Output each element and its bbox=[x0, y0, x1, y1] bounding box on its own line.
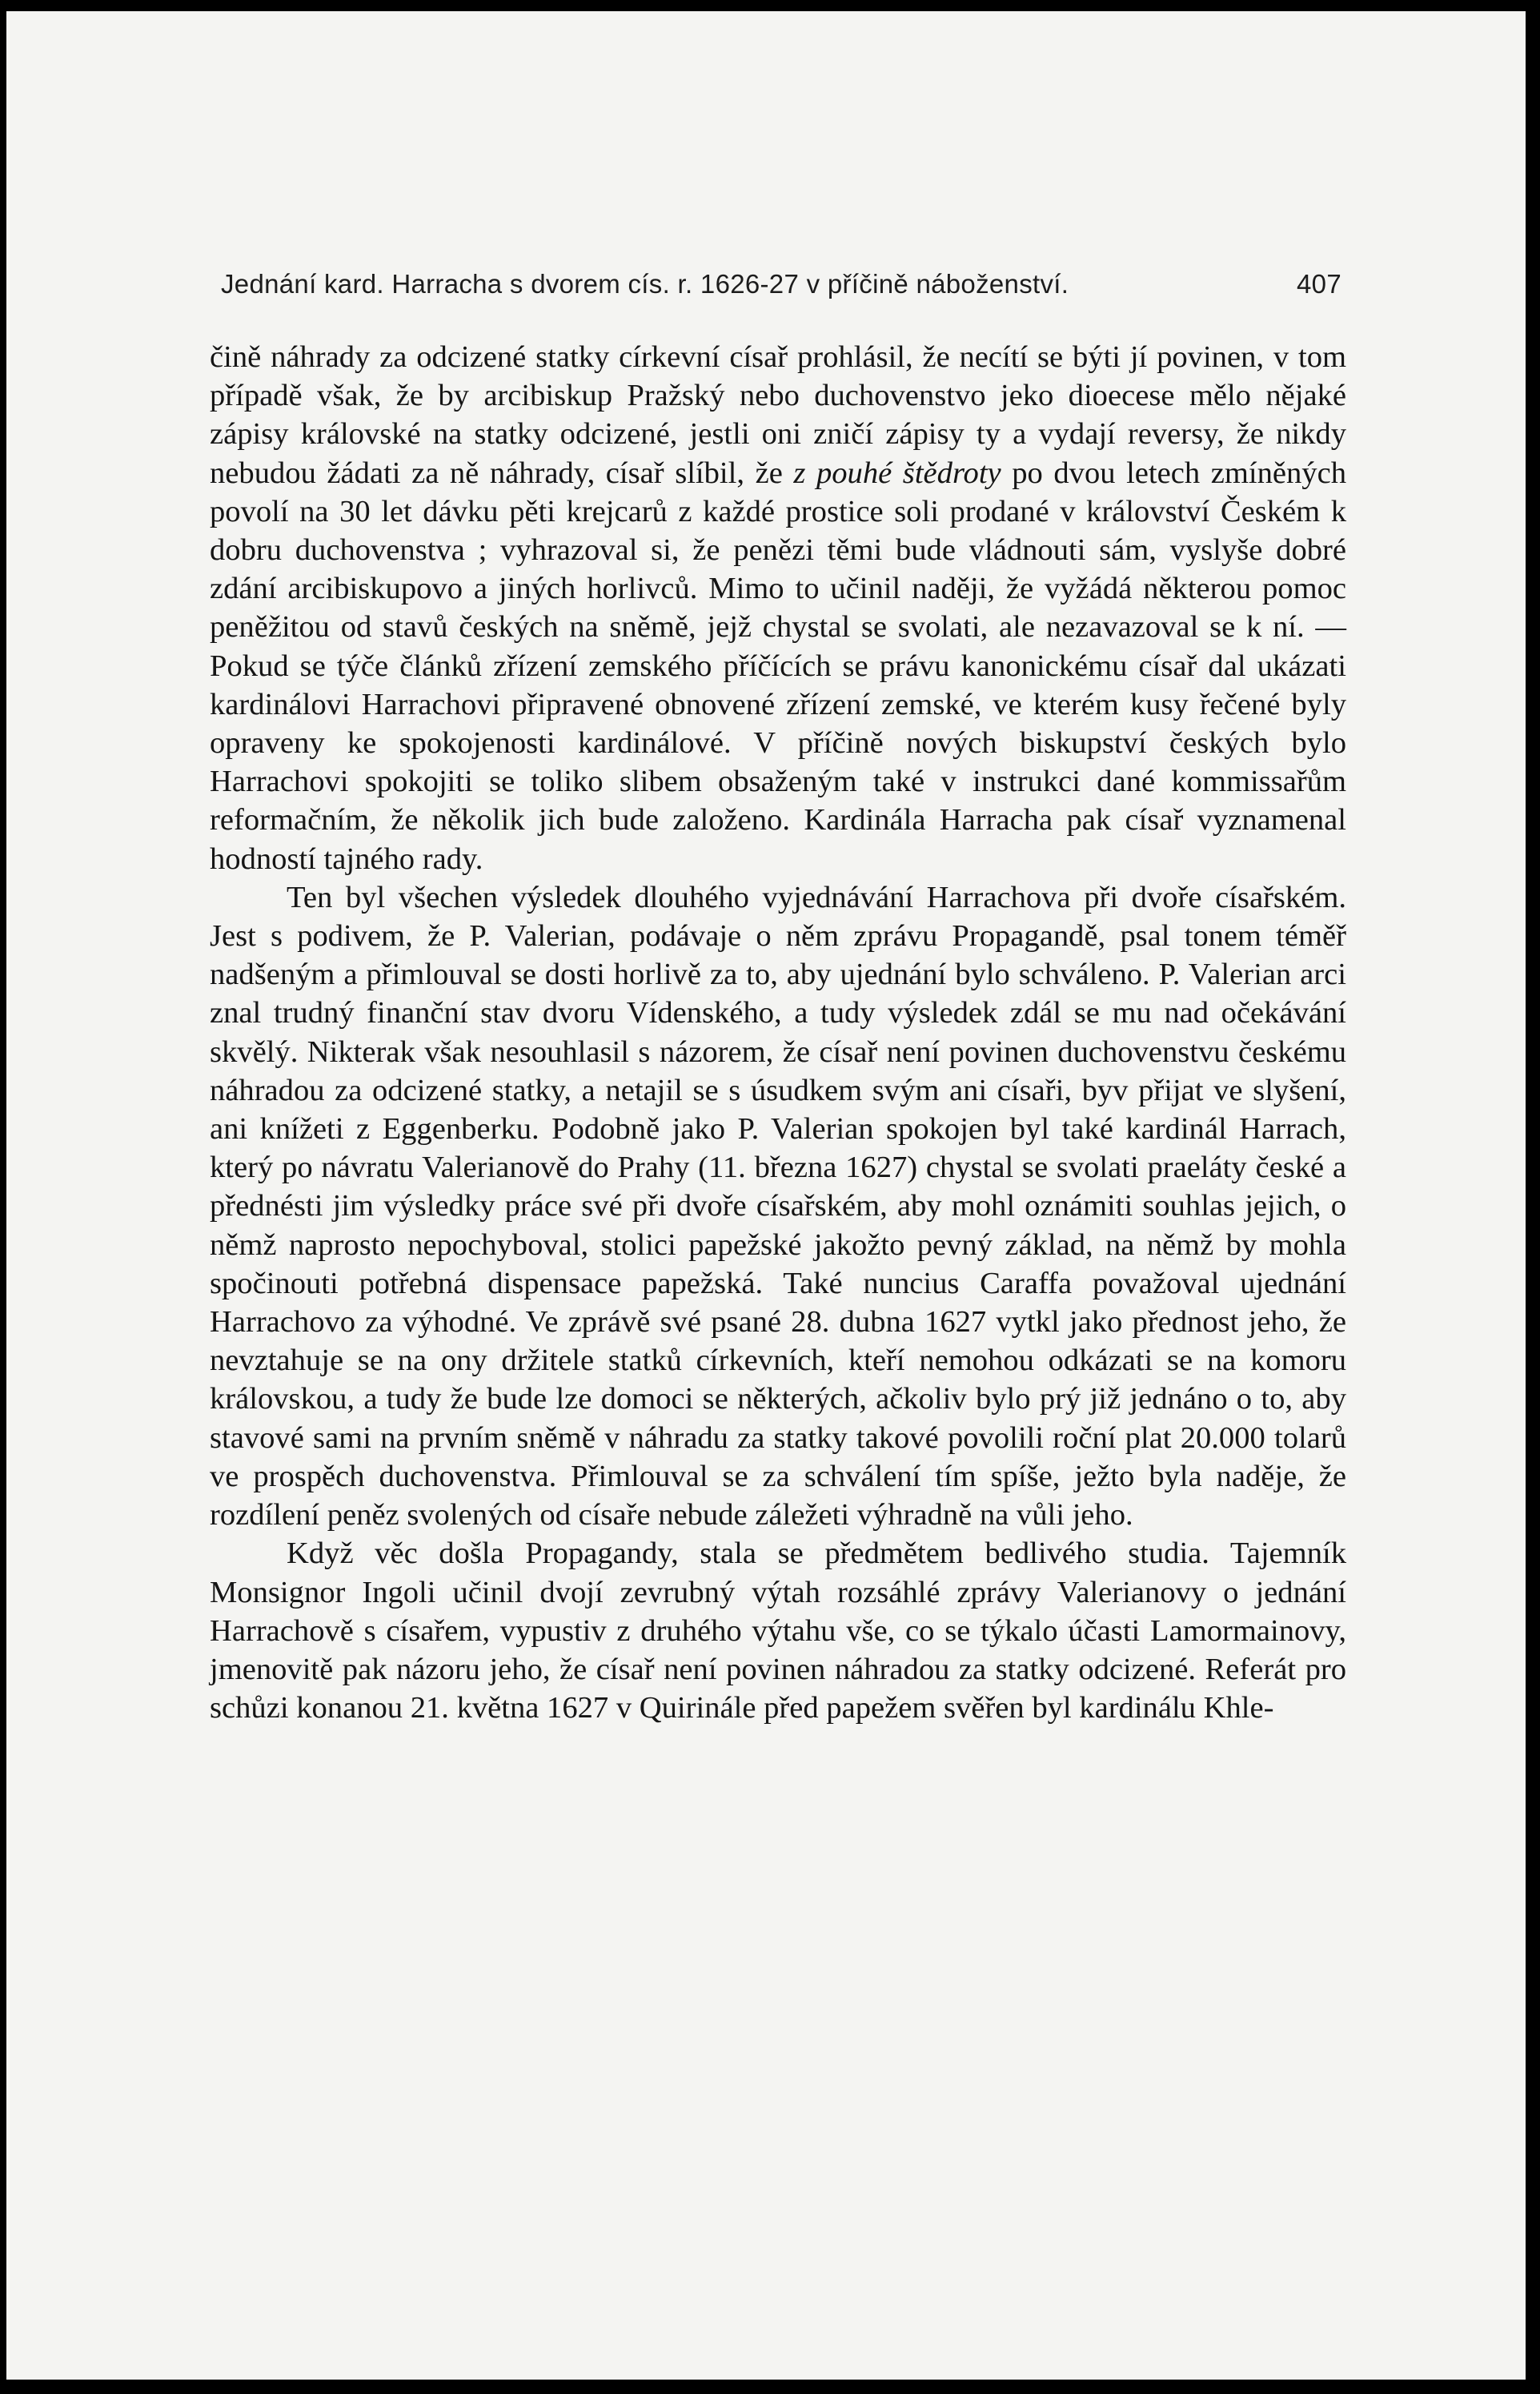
paragraph-3: Když věc došla Propagandy, stala se předmětem bedlivého studia. Tajemník Monsignor Ingoli učinil dvojí zevrubný výtah rozsáhlé zprávy Valerianovy o jednání Harrachově s císařem, vypustiv z druhého výtahu vše, co se týkalo účasti Lamormainovy, jmenovitě pak názoru jeho, že císař není povinen náhradou za statky odcizené. Referát pro schůzi konanou 21. května 1627 v Quirinále před papežem svěřen byl kardinálu Khle- bbox=[210, 1536, 1346, 1725]
running-title: Jednání kard. Harracha s dvorem cís. r. 1626-27 v příčině náboženství. bbox=[221, 269, 1069, 299]
italic-phrase: z pouhé štědroty bbox=[793, 456, 1001, 490]
page-number: 407 bbox=[1297, 269, 1341, 299]
paragraph-1 bbox=[210, 338, 1346, 878]
running-header bbox=[221, 269, 1341, 299]
body-text bbox=[210, 338, 1346, 1727]
paragraph-1-end: po dvou letech zmíněných povolí na 30 let dávku pěti krejcarů z každé prostice soli prodané v království Českém k dobru duchovenstva ; vyhrazoval si, že penězi těmi bude vládnouti sám, vyslyše dobré zdání arcibiskupovo a jiných horlivců. Mimo to učinil naději, že vyžádá některou pomoc peněžitou od stavů českých na sněmě, jejž chystal se svolati, ale nezavazoval se k ní. — Pokud se týče článků zřízení zemského příčících se právu kanonickému císař dal ukázati kardinálovi Harrachovi připravené obnovené zřízení zemské, ve kterém kusy řečené byly opraveny ke spokojenosti kardinálové. V příčině nových biskupství českých bylo Harrachovi spokojiti se toliko slibem obsaženým také v instrukci dané kommissařům reformačním, že několik jich bude založeno. Kardinála Harracha pak císař vyznamenal hodností tajného rady. bbox=[210, 456, 1346, 876]
paragraph-1-start: čině náhrady za odcizené statky církevní císař prohlásil, že necítí se býti jí povinen, v tom případě však, že by arcibiskup Pražský nebo duchovenstvo jeko dioecese mělo nějaké zápisy královské na statky odcizené, jestli oni zničí zápisy ty a vydají reversy, že nikdy nebudou žádati za ně náhrady, císař slíbil, že bbox=[210, 340, 1346, 490]
book-page bbox=[6, 11, 1526, 2380]
paragraph-2: Ten byl všechen výsledek dlouhého vyjednávání Harrachova při dvoře císařském. Jest s podivem, že P. Valerian, podávaje o něm zprávu Propagandě, psal tonem téměř nadšeným a přimlouval se dosti horlivě za to, aby ujednání bylo schváleno. P. Valerian arci znal trudný finanční stav dvoru Vídenského, a tudy výsledek zdál se mu nad očekávání skvělý. Nikterak však nesouhlasil s názorem, že císař není povinen duchovenstvu českému náhradou za odcizené statky, a netajil se s úsudkem svým ani císaři, byv přijat ve slyšení, ani knížeti z Eggenberku. Podobně jako P. Valerian spokojen byl také kardinál Harrach, který po návratu Valerianově do Prahy (11. března 1627) chystal se svolati praeláty české a přednésti jim výsledky práce své při dvoře císařském, aby mohl oznámiti souhlas jejich, o němž naprosto nepochyboval, stolici papežské jakožto pevný základ, na němž by mohla spočinouti potřebná dispensace papežská. Také nuncius Caraffa považoval ujednání Harrachovo za výhodné. Ve zprávě své psané 28. dubna 1627 vytkl jako přednost jeho, že nevztahuje se na ony držitele statků církevních, kteří nemohou odkázati se na komoru královskou, a tudy že bude lze domoci se některých, ačkoliv bylo prý již jednáno o to, aby stavové sami na prvním sněmě v náhradu za statky takové povolili roční plat 20.000 tolarů ve prospěch duchovenstva. Přimlouval se za schválení tím spíše, ježto byla naděje, že rozdílení peněz svolených od císaře nebude záležeti výhradně na vůli jeho. bbox=[210, 880, 1346, 1532]
